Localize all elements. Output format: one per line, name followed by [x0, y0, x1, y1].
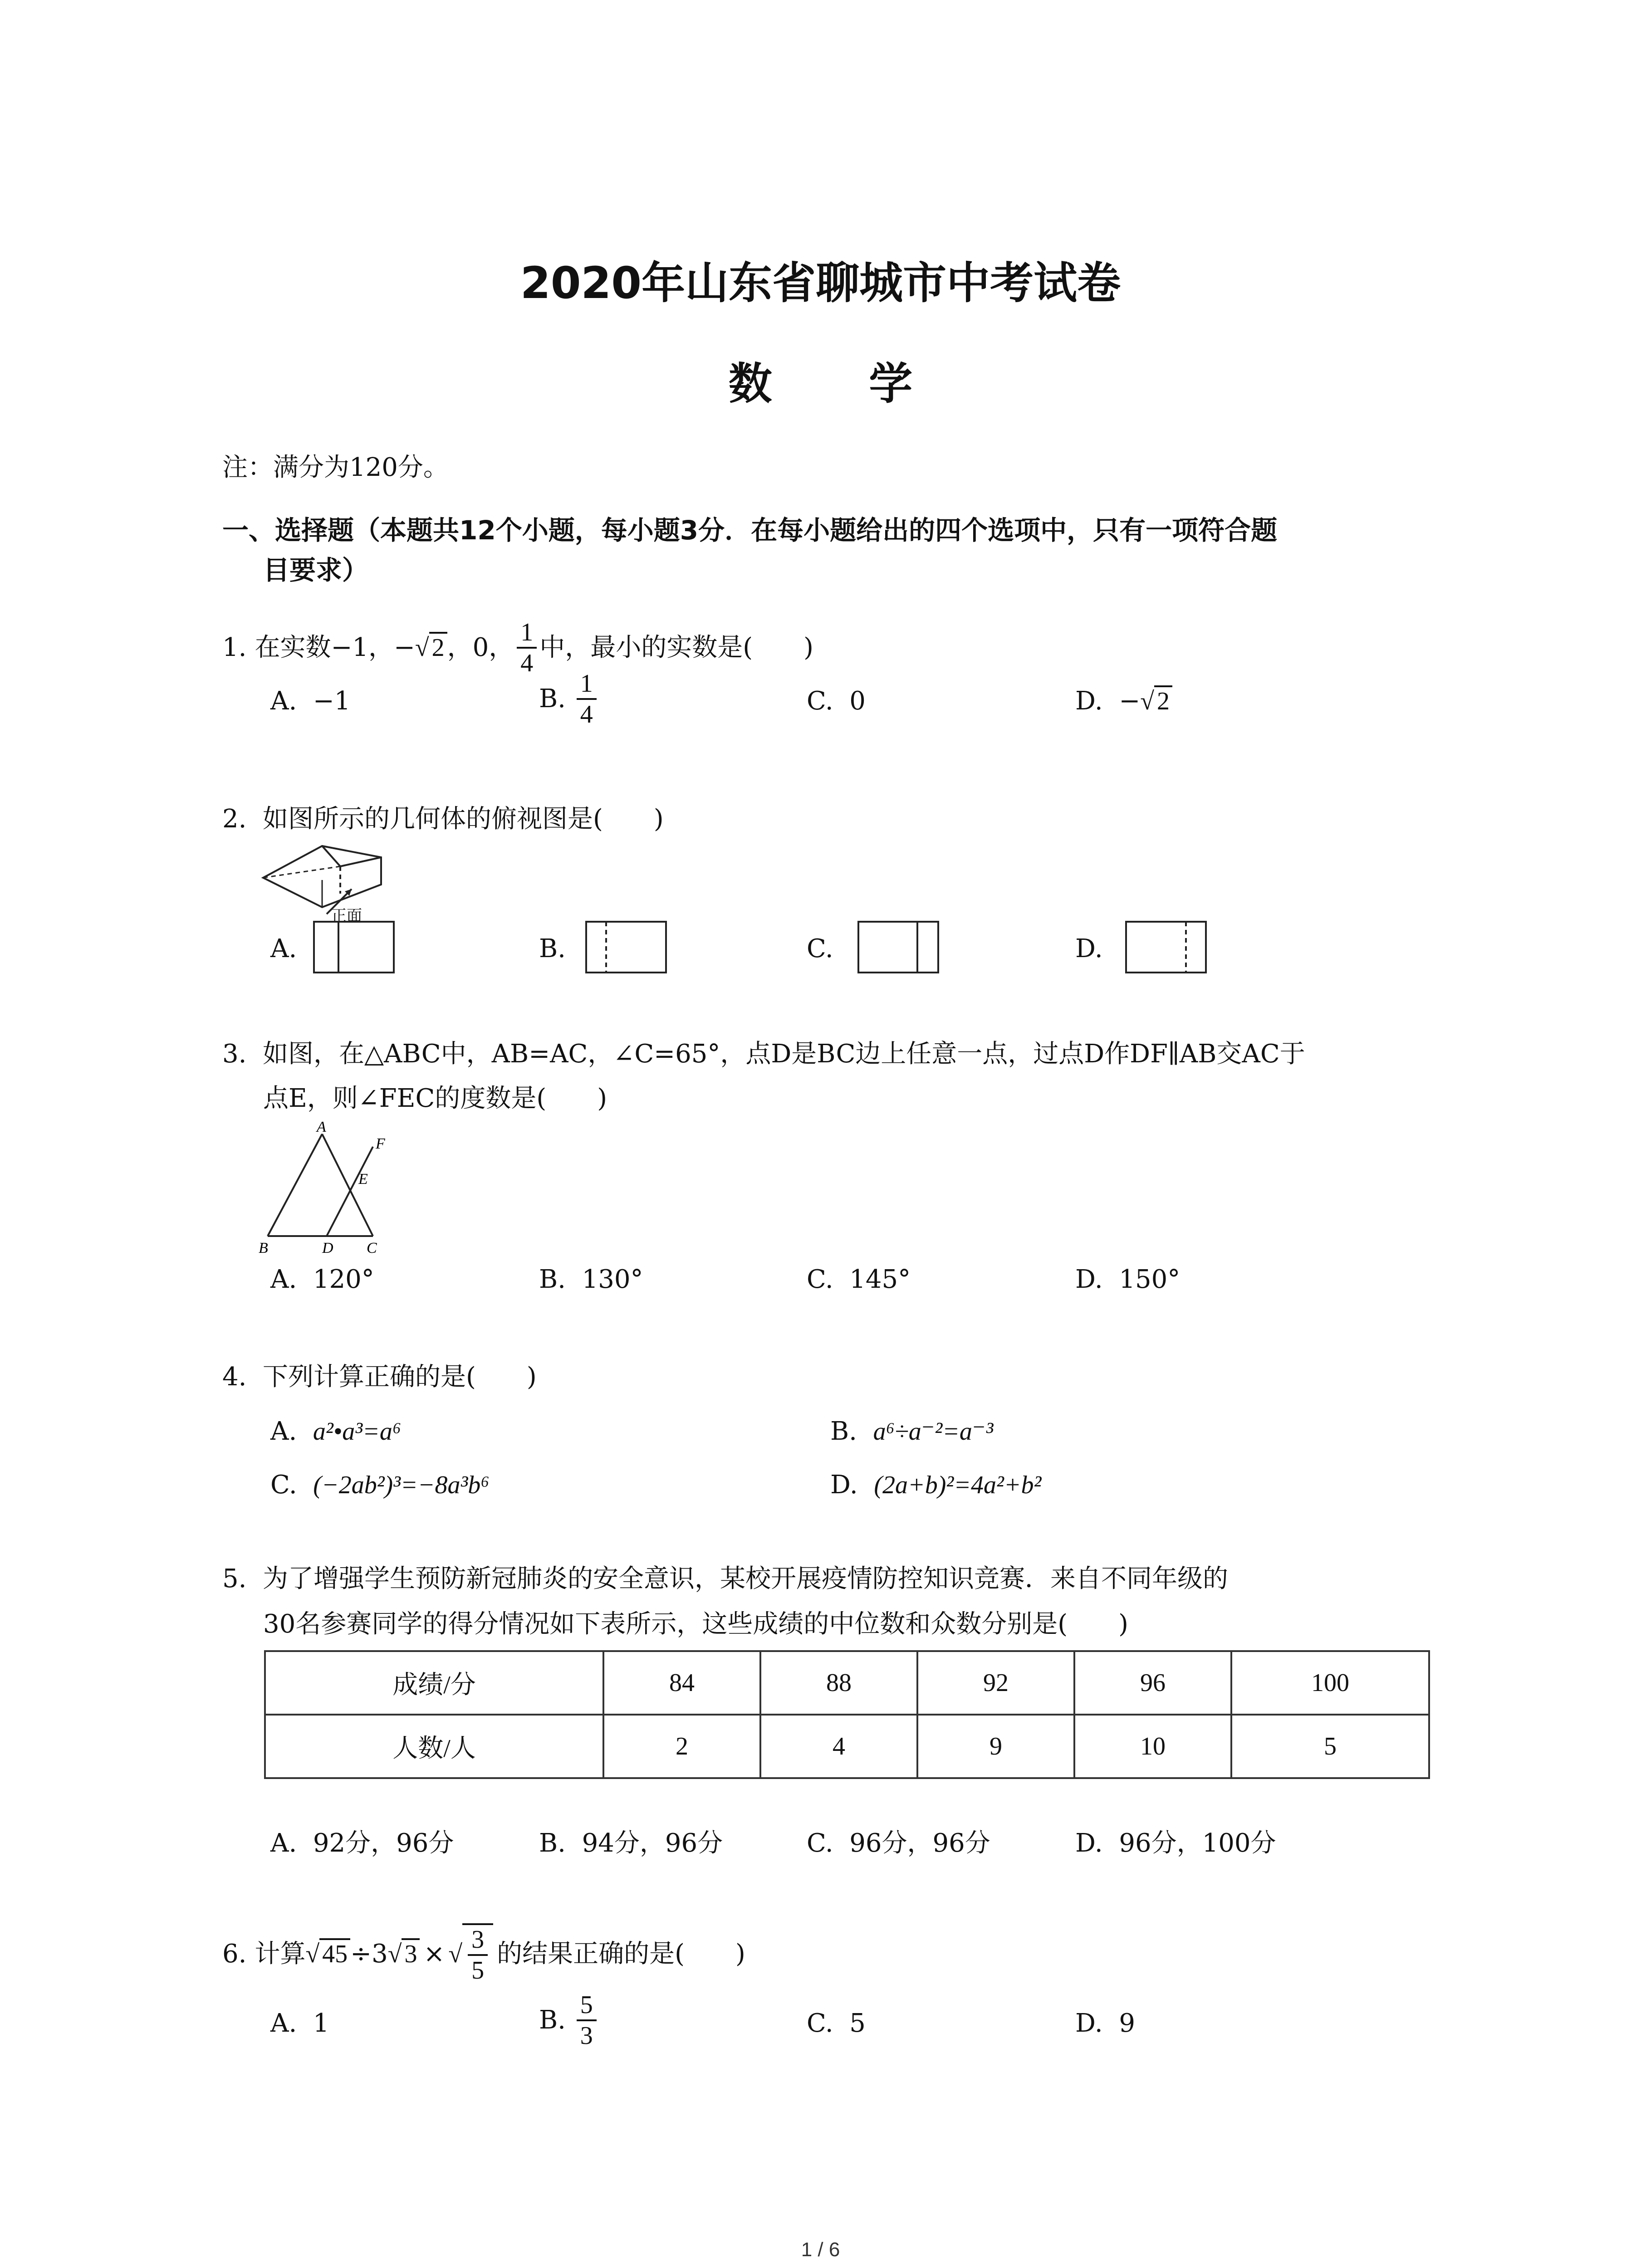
option-b[interactable]	[539, 1827, 723, 1860]
option-value: 92分，96分	[313, 1828, 454, 1858]
option-label: D.	[830, 1470, 858, 1500]
option-a[interactable]	[270, 2007, 329, 2040]
option-c[interactable]	[807, 1263, 911, 1296]
front-label: 正面	[331, 907, 362, 923]
option-label: C.	[270, 1470, 297, 1500]
section-heading-line2: 目要求）	[263, 555, 369, 586]
option-value: 5	[849, 2009, 866, 2038]
question-6	[222, 1923, 745, 1985]
table-cell: 5	[1231, 1715, 1429, 1778]
question-1	[222, 618, 813, 678]
option-value: a²•a³=a⁶	[313, 1418, 402, 1446]
option-label: D.	[1075, 686, 1103, 716]
option-label: B.	[539, 1265, 566, 1294]
option-a[interactable]	[270, 1263, 374, 1296]
fraction	[577, 669, 597, 729]
option-d[interactable]	[1075, 685, 1172, 718]
question-3-line2: 点E，则∠FEC的度数是( )	[263, 1084, 607, 1113]
operator: ×	[423, 1939, 445, 1969]
option-d-figure	[1125, 921, 1208, 975]
triangle-figure	[254, 1120, 399, 1256]
option-value: 1	[313, 2009, 329, 2038]
radicand: 45	[319, 1938, 350, 1968]
minus-sign: −	[1119, 686, 1141, 716]
point-label-c: C	[367, 1240, 377, 1256]
point-label-a: A	[317, 1120, 326, 1135]
fraction	[517, 618, 537, 678]
numerator: 3	[468, 1925, 488, 1956]
option-value: 145°	[849, 1265, 911, 1294]
denominator: 3	[580, 2022, 593, 2050]
question-number: 2.	[222, 804, 247, 834]
option-label: B.	[539, 1828, 566, 1858]
table-cell: 9	[917, 1715, 1074, 1778]
question-5-line1	[222, 1563, 1228, 1595]
option-d[interactable]: D.	[1075, 934, 1103, 963]
numerator: 1	[517, 618, 537, 649]
option-d[interactable]	[1075, 1263, 1180, 1296]
point-label-e: E	[358, 1171, 368, 1188]
sqrt-expression: √ $\frac{3}{5}$	[448, 1923, 493, 1985]
table-cell: 100	[1231, 1651, 1429, 1715]
option-label: B.	[539, 2005, 566, 2035]
option-label: D.	[1075, 2009, 1103, 2038]
question-number: 6.	[222, 1939, 247, 1969]
point-label-d: D	[322, 1240, 333, 1256]
option-label: B.	[539, 684, 566, 714]
fraction	[577, 1990, 597, 2050]
table-cell: 2	[603, 1715, 760, 1778]
denominator: 4	[580, 700, 593, 728]
sqrt-expression: √ 2	[1140, 685, 1172, 718]
option-b[interactable]	[539, 669, 599, 729]
question-text: 下列计算正确的是( )	[263, 1362, 537, 1392]
option-a[interactable]	[270, 685, 350, 718]
question-number: 4.	[222, 1362, 247, 1392]
table-cell: 84	[603, 1651, 760, 1715]
question-text: 在实数−1，−	[255, 633, 415, 662]
page-title: 2020年山东省聊城市中考试卷	[520, 258, 1121, 308]
radicand: 2	[429, 632, 447, 662]
table-cell: 88	[760, 1651, 917, 1715]
option-b[interactable]	[539, 1990, 599, 2050]
table-cell: 4	[760, 1715, 917, 1778]
option-label: B.	[830, 1417, 857, 1446]
option-value: 96分，96分	[849, 1828, 990, 1858]
option-label: A.	[270, 1265, 297, 1294]
numerator: 5	[577, 1990, 597, 2021]
option-b[interactable]: B.	[539, 934, 566, 963]
option-b[interactable]	[539, 1263, 643, 1296]
question-number: 3.	[222, 1039, 247, 1069]
option-value: 120°	[313, 1265, 374, 1294]
point-label-f: F	[376, 1135, 385, 1152]
fraction	[468, 1925, 488, 1985]
table-header-cell: 人数/人	[265, 1715, 603, 1778]
option-value: 96分，100分	[1119, 1828, 1276, 1858]
question-number: 5.	[222, 1564, 247, 1593]
option-label: D.	[1075, 1828, 1103, 1858]
option-a[interactable]	[270, 1827, 454, 1860]
question-text: 计算	[255, 1939, 306, 1969]
question-text: 为了增强学生预防新冠肺炎的安全意识，某校开展疫情防控知识竞赛．来自不同年级的	[263, 1564, 1229, 1593]
table-row	[265, 1715, 1429, 1778]
question-3-line1	[222, 1038, 1305, 1070]
sqrt-expression: √ 3	[388, 1938, 420, 1970]
sqrt-expression: √ 45	[305, 1938, 350, 1970]
option-value: 0	[849, 686, 866, 716]
question-4	[222, 1361, 537, 1393]
question-number: 1.	[222, 633, 247, 662]
table-cell: 10	[1074, 1715, 1231, 1778]
option-b-figure	[585, 921, 668, 975]
question-2	[222, 803, 664, 836]
option-d[interactable]	[1075, 2007, 1135, 2040]
numerator: 1	[577, 669, 597, 700]
question-text: ，0，	[447, 633, 514, 662]
option-label: C.	[807, 2009, 833, 2038]
table-row	[265, 1651, 1429, 1715]
option-c[interactable]	[807, 2007, 866, 2040]
option-label: C.	[807, 686, 833, 716]
option-d[interactable]	[830, 1469, 1041, 1501]
option-a-figure	[313, 921, 396, 975]
option-label: A.	[270, 2009, 297, 2038]
table-header-cell: 成绩/分	[265, 1651, 603, 1715]
question-text: 如图所示的几何体的俯视图是( )	[263, 804, 664, 834]
denominator: 4	[520, 649, 534, 677]
option-value: (−2ab²)³=−8a³b⁶	[313, 1471, 490, 1499]
sqrt-expression: √ 2	[415, 631, 447, 664]
option-value: a⁶÷a⁻²=a⁻³	[873, 1418, 994, 1446]
operator: ÷3	[350, 1939, 388, 1969]
score-table	[264, 1650, 1430, 1779]
option-c[interactable]	[270, 1469, 490, 1501]
option-c[interactable]: C.	[807, 934, 833, 963]
option-value: (2a+b)²=4a²+b²	[874, 1471, 1042, 1499]
point-label-b: B	[259, 1240, 268, 1256]
subject-title: 数 学	[728, 358, 954, 409]
option-c-figure	[857, 921, 940, 975]
denominator: 5	[471, 1956, 485, 1984]
question-text: 如图，在△ABC中，AB=AC，∠C=65°，点D是BC边上任意一点，过点D作DF∥AB交AC于	[263, 1039, 1305, 1069]
option-a[interactable]	[270, 1415, 401, 1448]
table-cell: 96	[1074, 1651, 1231, 1715]
option-label: D.	[1075, 1265, 1103, 1294]
prism-figure	[259, 841, 404, 923]
option-label: A.	[270, 1417, 297, 1446]
question-5-line2: 30名参赛同学的得分情况如下表所示，这些成绩的中位数和众数分别是( )	[263, 1609, 1128, 1639]
option-value: 94分，96分	[582, 1828, 723, 1858]
option-c[interactable]	[807, 1827, 990, 1860]
option-label: A.	[270, 686, 297, 716]
table-cell: 92	[917, 1651, 1074, 1715]
option-a[interactable]: A.	[270, 934, 297, 963]
option-label: A.	[270, 1828, 297, 1858]
section-heading-line1: 一、选择题（本题共12个小题，每小题3分．在每小题给出的四个选项中，只有一项符合题	[222, 515, 1278, 546]
option-value: 130°	[582, 1265, 643, 1294]
question-text: 中，最小的实数是( )	[539, 633, 813, 662]
option-value: −1	[313, 686, 351, 716]
option-d[interactable]	[1075, 1827, 1276, 1860]
radicand: 3	[402, 1938, 420, 1968]
score-note: 注：满分为120分。	[222, 453, 449, 482]
radicand: 2	[1154, 685, 1172, 715]
page-number: 1 / 6	[801, 2239, 840, 2261]
option-value: 9	[1119, 2009, 1135, 2038]
option-b[interactable]	[830, 1415, 993, 1448]
radicand	[462, 1923, 493, 1985]
option-c[interactable]	[807, 685, 866, 718]
question-text: 的结果正确的是( )	[497, 1939, 745, 1969]
option-value: 150°	[1119, 1265, 1181, 1294]
option-label: C.	[807, 1265, 833, 1294]
option-label: C.	[807, 1828, 833, 1858]
